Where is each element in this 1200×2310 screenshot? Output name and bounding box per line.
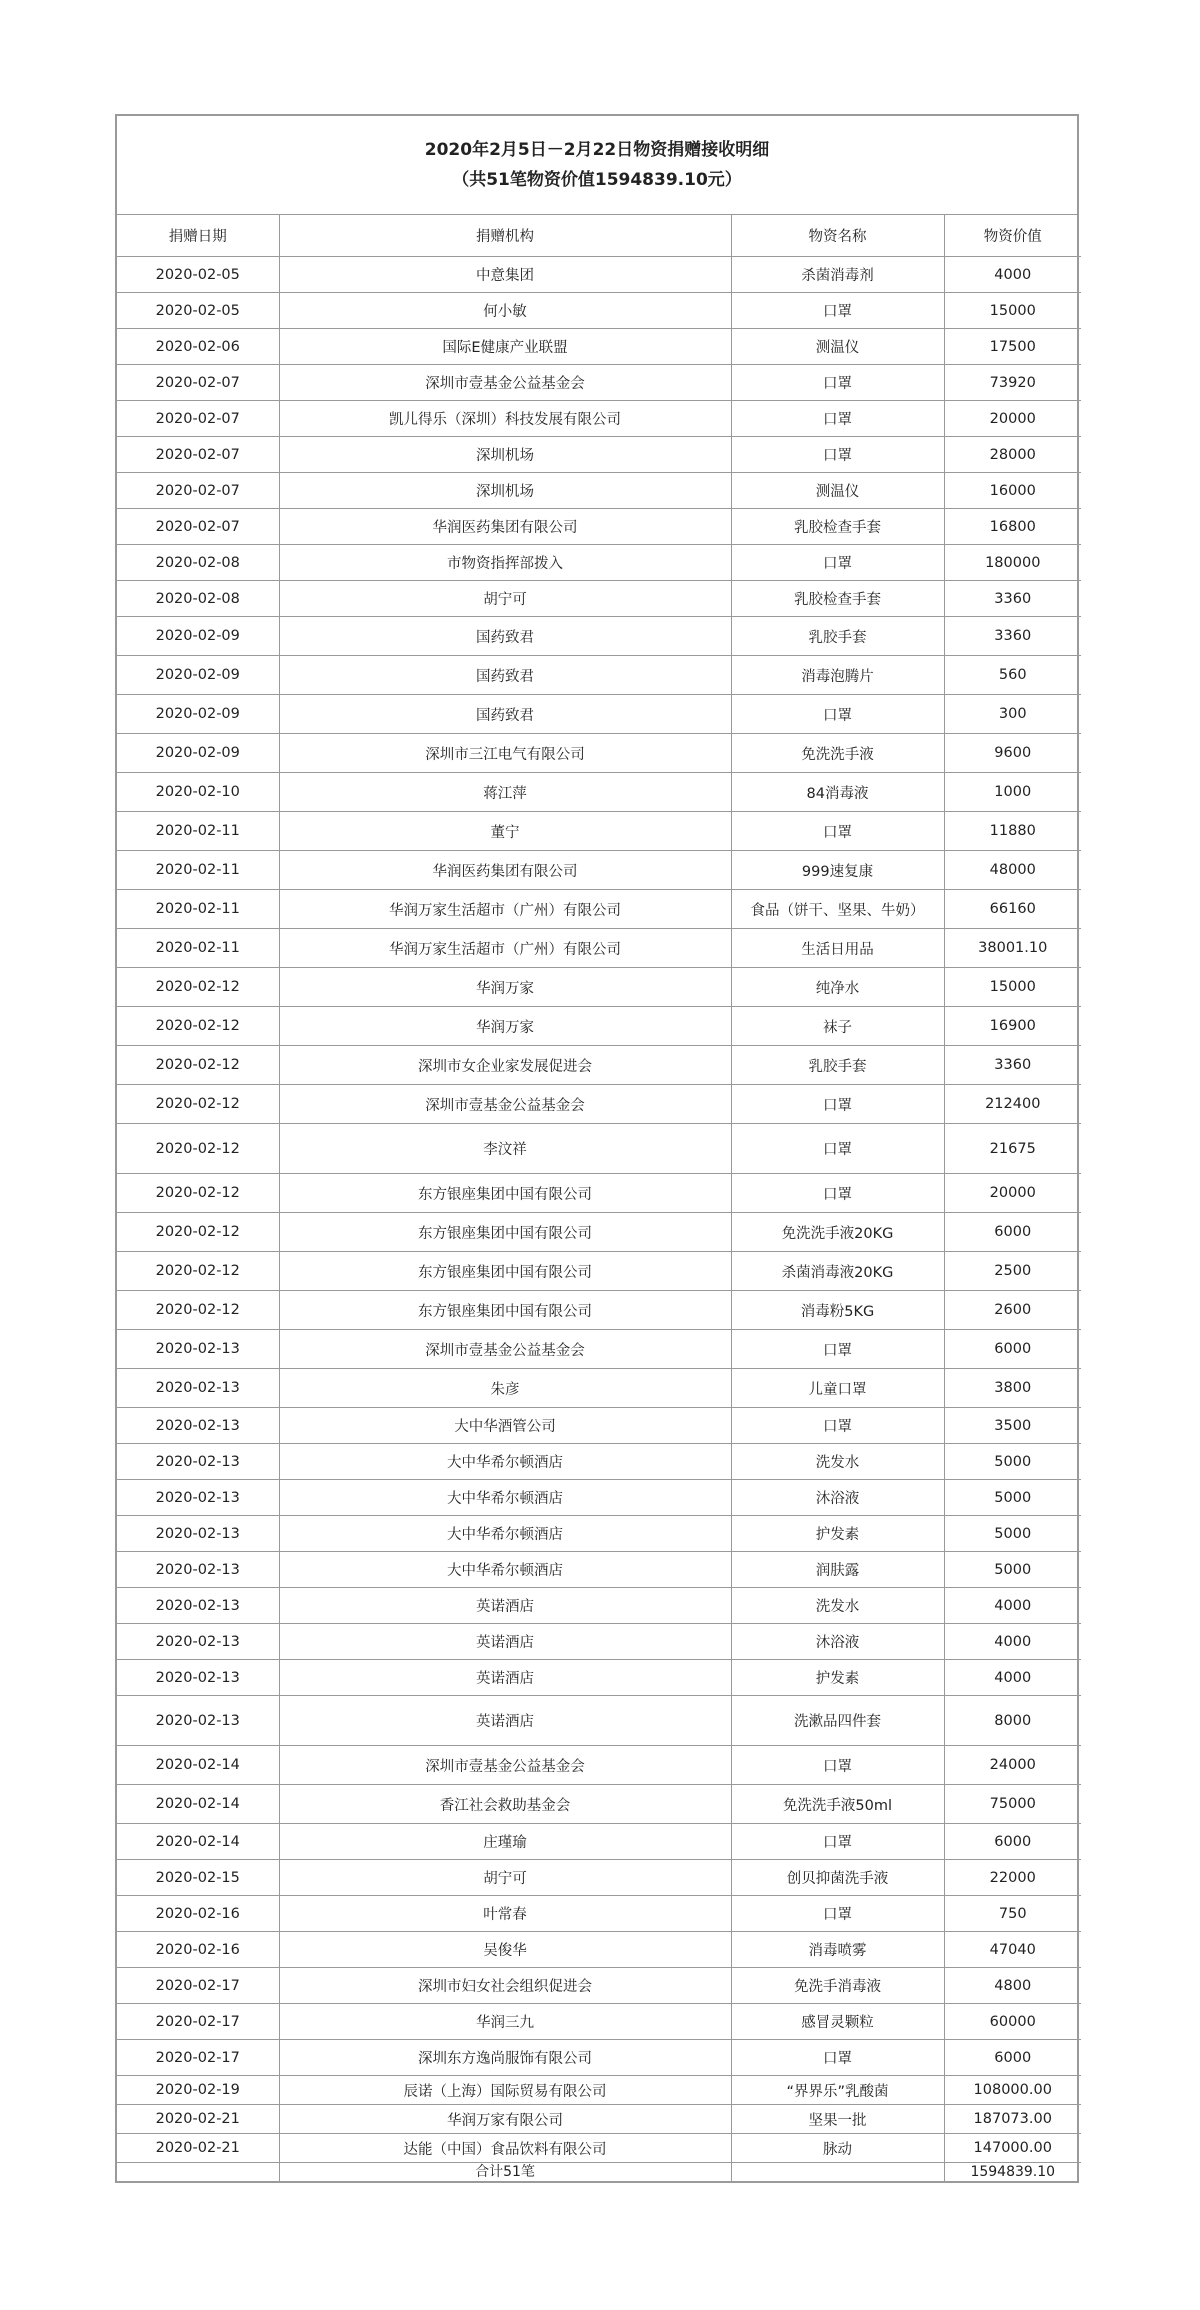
cell-date: 2020-02-13 — [117, 1330, 279, 1369]
cell-date: 2020-02-09 — [117, 656, 279, 695]
table-row — [117, 1408, 1081, 1444]
cell-donor: 华润医药集团有限公司 — [279, 851, 731, 890]
cell-date: 2020-02-08 — [117, 581, 279, 617]
cell-value: 6000 — [944, 2040, 1081, 2076]
table-row — [117, 968, 1081, 1007]
table-row — [117, 2076, 1081, 2105]
cell-date: 2020-02-12 — [117, 1291, 279, 1330]
cell-item: 口罩 — [731, 1824, 944, 1860]
cell-date: 2020-02-13 — [117, 1408, 279, 1444]
cell-item: 口罩 — [731, 437, 944, 473]
cell-date: 2020-02-10 — [117, 773, 279, 812]
cell-donor: 国际E健康产业联盟 — [279, 329, 731, 365]
cell-value: 3800 — [944, 1369, 1081, 1408]
cell-item: 消毒喷雾 — [731, 1932, 944, 1968]
table-row — [117, 581, 1081, 617]
cell-date: 2020-02-17 — [117, 1968, 279, 2004]
cell-item: 口罩 — [731, 1174, 944, 1213]
cell-value: 3500 — [944, 1408, 1081, 1444]
cell-donor: 深圳市妇女社会组织促进会 — [279, 1968, 731, 2004]
cell-value: 5000 — [944, 1516, 1081, 1552]
table-row — [117, 1516, 1081, 1552]
total-row — [117, 2163, 1081, 2182]
cell-date: 2020-02-11 — [117, 890, 279, 929]
cell-value: 66160 — [944, 890, 1081, 929]
cell-date: 2020-02-16 — [117, 1896, 279, 1932]
table-row — [117, 1252, 1081, 1291]
cell-value: 187073.00 — [944, 2105, 1081, 2134]
cell-date: 2020-02-12 — [117, 1085, 279, 1124]
cell-item: 食品（饼干、坚果、牛奶） — [731, 890, 944, 929]
table-row — [117, 1660, 1081, 1696]
cell-item: 口罩 — [731, 695, 944, 734]
cell-donor: 蒋江萍 — [279, 773, 731, 812]
table-row — [117, 1746, 1081, 1785]
cell-item: 护发素 — [731, 1516, 944, 1552]
table-row — [117, 1785, 1081, 1824]
cell-value: 4000 — [944, 257, 1081, 293]
cell-date: 2020-02-12 — [117, 1213, 279, 1252]
cell-item: 免洗洗手液20KG — [731, 1213, 944, 1252]
cell-donor: 胡宁可 — [279, 581, 731, 617]
table-row — [117, 890, 1081, 929]
cell-date: 2020-02-12 — [117, 1174, 279, 1213]
cell-date: 2020-02-07 — [117, 509, 279, 545]
cell-value: 180000 — [944, 545, 1081, 581]
table-row — [117, 401, 1081, 437]
cell-date: 2020-02-07 — [117, 473, 279, 509]
cell-item: 脉动 — [731, 2134, 944, 2163]
cell-donor: 华润万家生活超市（广州）有限公司 — [279, 929, 731, 968]
cell-donor: 英诺酒店 — [279, 1588, 731, 1624]
cell-date: 2020-02-13 — [117, 1480, 279, 1516]
cell-value: 4000 — [944, 1588, 1081, 1624]
cell-donor: 董宁 — [279, 812, 731, 851]
cell-donor: 中意集团 — [279, 257, 731, 293]
cell-item: 乳胶手套 — [731, 617, 944, 656]
cell-value: 16900 — [944, 1007, 1081, 1046]
cell-value: 5000 — [944, 1480, 1081, 1516]
cell-value: 60000 — [944, 2004, 1081, 2040]
cell-value: 3360 — [944, 1046, 1081, 1085]
cell-item: 测温仪 — [731, 473, 944, 509]
cell-donor: 东方银座集团中国有限公司 — [279, 1291, 731, 1330]
cell-item: 乳胶检查手套 — [731, 581, 944, 617]
table-row — [117, 1291, 1081, 1330]
header-donor: 捐赠机构 — [279, 215, 731, 257]
cell-donor: 凯儿得乐（深圳）科技发展有限公司 — [279, 401, 731, 437]
cell-date: 2020-02-07 — [117, 401, 279, 437]
cell-donor: 国药致君 — [279, 617, 731, 656]
table-row — [117, 734, 1081, 773]
cell-item: 洗漱品四件套 — [731, 1696, 944, 1746]
cell-item: 消毒粉5KG — [731, 1291, 944, 1330]
table-row — [117, 2040, 1081, 2076]
cell-item: 口罩 — [731, 293, 944, 329]
cell-item: 999速复康 — [731, 851, 944, 890]
title-line-1: 2020年2月5日－2月22日物资捐赠接收明细 — [424, 140, 770, 160]
cell-date: 2020-02-07 — [117, 437, 279, 473]
table-row — [117, 1552, 1081, 1588]
cell-value: 300 — [944, 695, 1081, 734]
cell-item: 口罩 — [731, 401, 944, 437]
cell-date: 2020-02-05 — [117, 257, 279, 293]
table-row — [117, 929, 1081, 968]
cell-donor: 吴俊华 — [279, 1932, 731, 1968]
cell-value: 11880 — [944, 812, 1081, 851]
cell-value: 560 — [944, 656, 1081, 695]
cell-value: 2600 — [944, 1291, 1081, 1330]
cell-donor: 叶常春 — [279, 1896, 731, 1932]
cell-date: 2020-02-17 — [117, 2040, 279, 2076]
cell-value: 5000 — [944, 1552, 1081, 1588]
cell-date: 2020-02-16 — [117, 1932, 279, 1968]
cell-value: 9600 — [944, 734, 1081, 773]
cell-donor: 朱彦 — [279, 1369, 731, 1408]
cell-date: 2020-02-11 — [117, 929, 279, 968]
cell-date: 2020-02-15 — [117, 1860, 279, 1896]
cell-donor: 深圳机场 — [279, 473, 731, 509]
cell-item: 感冒灵颗粒 — [731, 2004, 944, 2040]
table-row — [117, 1588, 1081, 1624]
cell-date: 2020-02-08 — [117, 545, 279, 581]
cell-date: 2020-02-13 — [117, 1624, 279, 1660]
cell-donor: 深圳市三江电气有限公司 — [279, 734, 731, 773]
cell-date: 2020-02-21 — [117, 2134, 279, 2163]
cell-donor: 华润万家 — [279, 968, 731, 1007]
cell-donor: 香江社会救助基金会 — [279, 1785, 731, 1824]
table-row — [117, 695, 1081, 734]
cell-date: 2020-02-21 — [117, 2105, 279, 2134]
cell-value: 750 — [944, 1896, 1081, 1932]
cell-item: 杀菌消毒液20KG — [731, 1252, 944, 1291]
cell-donor: 英诺酒店 — [279, 1660, 731, 1696]
cell-donor: 东方银座集团中国有限公司 — [279, 1174, 731, 1213]
cell-date: 2020-02-13 — [117, 1588, 279, 1624]
table-row — [117, 1824, 1081, 1860]
cell-item: 口罩 — [731, 1408, 944, 1444]
cell-date: 2020-02-12 — [117, 1252, 279, 1291]
table-row — [117, 2134, 1081, 2163]
cell-item: 口罩 — [731, 1746, 944, 1785]
total-label: 合计51笔 — [279, 2163, 731, 2182]
donation-sheet — [115, 114, 1079, 2183]
cell-item: 口罩 — [731, 1085, 944, 1124]
cell-date: 2020-02-14 — [117, 1824, 279, 1860]
cell-item: 免洗洗手液 — [731, 734, 944, 773]
cell-donor: 华润万家 — [279, 1007, 731, 1046]
cell-date: 2020-02-13 — [117, 1660, 279, 1696]
table-row — [117, 293, 1081, 329]
cell-value: 6000 — [944, 1213, 1081, 1252]
total-empty-cell — [731, 2163, 944, 2182]
table-row — [117, 1174, 1081, 1213]
table-row — [117, 509, 1081, 545]
cell-date: 2020-02-12 — [117, 968, 279, 1007]
cell-date: 2020-02-17 — [117, 2004, 279, 2040]
cell-value: 28000 — [944, 437, 1081, 473]
cell-donor: 深圳东方逸尚服饰有限公司 — [279, 2040, 731, 2076]
cell-donor: 华润万家生活超市（广州）有限公司 — [279, 890, 731, 929]
cell-value: 21675 — [944, 1124, 1081, 1174]
table-row — [117, 1896, 1081, 1932]
table-row — [117, 437, 1081, 473]
cell-donor: 东方银座集团中国有限公司 — [279, 1213, 731, 1252]
cell-item: 袜子 — [731, 1007, 944, 1046]
cell-donor: 大中华酒管公司 — [279, 1408, 731, 1444]
cell-donor: 市物资指挥部拨入 — [279, 545, 731, 581]
cell-item: 口罩 — [731, 812, 944, 851]
cell-date: 2020-02-11 — [117, 851, 279, 890]
cell-donor: 大中华希尔顿酒店 — [279, 1480, 731, 1516]
table-row — [117, 545, 1081, 581]
cell-donor: 深圳市壹基金公益基金会 — [279, 1746, 731, 1785]
cell-value: 20000 — [944, 1174, 1081, 1213]
table-row — [117, 1369, 1081, 1408]
cell-item: 测温仪 — [731, 329, 944, 365]
table-row — [117, 1932, 1081, 1968]
cell-value: 48000 — [944, 851, 1081, 890]
cell-donor: 英诺酒店 — [279, 1624, 731, 1660]
table-row — [117, 1007, 1081, 1046]
table-row — [117, 1860, 1081, 1896]
table-row — [117, 365, 1081, 401]
table-row — [117, 2105, 1081, 2134]
cell-date: 2020-02-19 — [117, 2076, 279, 2105]
table-row — [117, 851, 1081, 890]
cell-item: 洗发水 — [731, 1444, 944, 1480]
header-item: 物资名称 — [731, 215, 944, 257]
cell-date: 2020-02-09 — [117, 617, 279, 656]
cell-donor: 达能（中国）食品饮料有限公司 — [279, 2134, 731, 2163]
cell-date: 2020-02-13 — [117, 1696, 279, 1746]
table-row — [117, 1085, 1081, 1124]
table-row — [117, 812, 1081, 851]
cell-date: 2020-02-13 — [117, 1552, 279, 1588]
cell-donor: 华润医药集团有限公司 — [279, 509, 731, 545]
cell-item: 免洗手消毒液 — [731, 1968, 944, 2004]
cell-value: 38001.10 — [944, 929, 1081, 968]
cell-item: 口罩 — [731, 365, 944, 401]
cell-date: 2020-02-06 — [117, 329, 279, 365]
header-value: 物资价值 — [944, 215, 1081, 257]
cell-date: 2020-02-05 — [117, 293, 279, 329]
cell-item: “界界乐”乳酸菌 — [731, 2076, 944, 2105]
cell-donor: 深圳市壹基金公益基金会 — [279, 1085, 731, 1124]
cell-value: 15000 — [944, 293, 1081, 329]
cell-donor: 深圳市壹基金公益基金会 — [279, 1330, 731, 1369]
cell-item: 免洗洗手液50ml — [731, 1785, 944, 1824]
cell-value: 20000 — [944, 401, 1081, 437]
cell-donor: 大中华希尔顿酒店 — [279, 1552, 731, 1588]
table-row — [117, 1444, 1081, 1480]
cell-value: 1000 — [944, 773, 1081, 812]
table-header-row — [117, 215, 1081, 257]
table-row — [117, 1480, 1081, 1516]
cell-item: 口罩 — [731, 1124, 944, 1174]
cell-value: 2500 — [944, 1252, 1081, 1291]
cell-value: 8000 — [944, 1696, 1081, 1746]
cell-value: 4000 — [944, 1660, 1081, 1696]
cell-value: 4000 — [944, 1624, 1081, 1660]
cell-item: 沐浴液 — [731, 1480, 944, 1516]
cell-donor: 胡宁可 — [279, 1860, 731, 1896]
cell-donor: 李汶祥 — [279, 1124, 731, 1174]
cell-item: 杀菌消毒剂 — [731, 257, 944, 293]
cell-value: 16000 — [944, 473, 1081, 509]
cell-item: 纯净水 — [731, 968, 944, 1007]
cell-value: 16800 — [944, 509, 1081, 545]
cell-value: 15000 — [944, 968, 1081, 1007]
cell-date: 2020-02-13 — [117, 1516, 279, 1552]
cell-item: 生活日用品 — [731, 929, 944, 968]
table-row — [117, 1046, 1081, 1085]
cell-value: 4800 — [944, 1968, 1081, 2004]
cell-item: 护发素 — [731, 1660, 944, 1696]
table-row — [117, 329, 1081, 365]
table-row — [117, 2004, 1081, 2040]
cell-date: 2020-02-13 — [117, 1444, 279, 1480]
cell-date: 2020-02-14 — [117, 1746, 279, 1785]
cell-value: 73920 — [944, 365, 1081, 401]
cell-value: 3360 — [944, 581, 1081, 617]
cell-donor: 华润万家有限公司 — [279, 2105, 731, 2134]
table-row — [117, 1624, 1081, 1660]
cell-donor: 深圳市壹基金公益基金会 — [279, 365, 731, 401]
cell-date: 2020-02-12 — [117, 1046, 279, 1085]
cell-value: 47040 — [944, 1932, 1081, 1968]
cell-item: 润肤露 — [731, 1552, 944, 1588]
cell-item: 沐浴液 — [731, 1624, 944, 1660]
cell-value: 212400 — [944, 1085, 1081, 1124]
cell-date: 2020-02-11 — [117, 812, 279, 851]
header-date: 捐赠日期 — [117, 215, 279, 257]
title-line-2: （共51笔物资价值1594839.10元） — [452, 170, 742, 190]
cell-date: 2020-02-12 — [117, 1124, 279, 1174]
cell-date: 2020-02-12 — [117, 1007, 279, 1046]
table-row — [117, 1124, 1081, 1174]
cell-item: 乳胶手套 — [731, 1046, 944, 1085]
total-value: 1594839.10 — [944, 2163, 1081, 2182]
table-row — [117, 1968, 1081, 2004]
cell-date: 2020-02-14 — [117, 1785, 279, 1824]
table-row — [117, 1330, 1081, 1369]
cell-item: 乳胶检查手套 — [731, 509, 944, 545]
cell-value: 6000 — [944, 1330, 1081, 1369]
cell-value: 147000.00 — [944, 2134, 1081, 2163]
cell-value: 75000 — [944, 1785, 1081, 1824]
cell-donor: 国药致君 — [279, 656, 731, 695]
cell-donor: 深圳市女企业家发展促进会 — [279, 1046, 731, 1085]
cell-item: 口罩 — [731, 2040, 944, 2076]
cell-item: 口罩 — [731, 545, 944, 581]
cell-donor: 国药致君 — [279, 695, 731, 734]
cell-donor: 东方银座集团中国有限公司 — [279, 1252, 731, 1291]
table-row — [117, 773, 1081, 812]
cell-date: 2020-02-07 — [117, 365, 279, 401]
cell-item: 84消毒液 — [731, 773, 944, 812]
cell-item: 口罩 — [731, 1896, 944, 1932]
table-row — [117, 1696, 1081, 1746]
table-body — [117, 257, 1081, 2182]
cell-donor: 华润三九 — [279, 2004, 731, 2040]
cell-donor: 大中华希尔顿酒店 — [279, 1444, 731, 1480]
cell-donor: 庄瑾瑜 — [279, 1824, 731, 1860]
cell-value: 6000 — [944, 1824, 1081, 1860]
cell-item: 坚果一批 — [731, 2105, 944, 2134]
table-row — [117, 617, 1081, 656]
table-row — [117, 656, 1081, 695]
cell-value: 24000 — [944, 1746, 1081, 1785]
cell-date: 2020-02-09 — [117, 734, 279, 773]
table-row — [117, 1213, 1081, 1252]
table-row — [117, 473, 1081, 509]
cell-date: 2020-02-09 — [117, 695, 279, 734]
cell-donor: 深圳机场 — [279, 437, 731, 473]
cell-item: 创贝抑菌洗手液 — [731, 1860, 944, 1896]
cell-donor: 何小敏 — [279, 293, 731, 329]
cell-item: 消毒泡腾片 — [731, 656, 944, 695]
cell-item: 口罩 — [731, 1330, 944, 1369]
total-empty-cell — [117, 2163, 279, 2182]
cell-donor: 大中华希尔顿酒店 — [279, 1516, 731, 1552]
cell-item: 儿童口罩 — [731, 1369, 944, 1408]
document-title — [117, 116, 1077, 215]
cell-value: 17500 — [944, 329, 1081, 365]
cell-value: 5000 — [944, 1444, 1081, 1480]
cell-donor: 英诺酒店 — [279, 1696, 731, 1746]
cell-value: 3360 — [944, 617, 1081, 656]
cell-value: 108000.00 — [944, 2076, 1081, 2105]
cell-date: 2020-02-13 — [117, 1369, 279, 1408]
donation-table — [117, 215, 1081, 2181]
cell-value: 22000 — [944, 1860, 1081, 1896]
table-row — [117, 257, 1081, 293]
cell-item: 洗发水 — [731, 1588, 944, 1624]
cell-donor: 辰诺（上海）国际贸易有限公司 — [279, 2076, 731, 2105]
